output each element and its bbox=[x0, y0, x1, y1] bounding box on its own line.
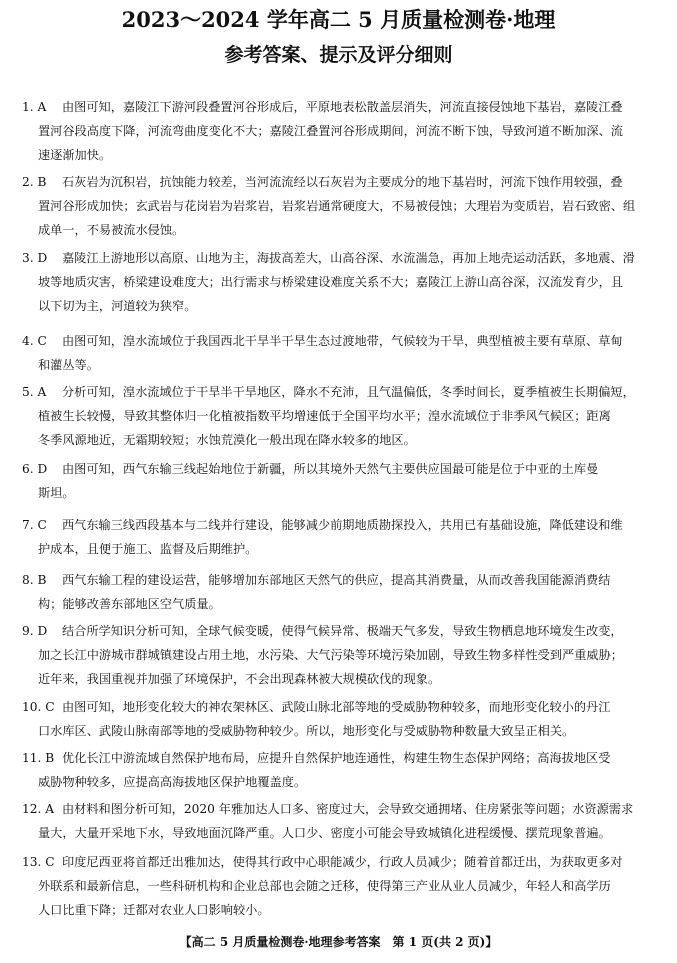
answer-line bbox=[22, 695, 654, 719]
answer-item bbox=[22, 246, 654, 318]
answer-line bbox=[22, 568, 654, 592]
answer-line bbox=[22, 404, 654, 428]
answer-number: 13. C bbox=[22, 855, 55, 869]
answer-text: 护成本，且便于施工、监督及后期维护。 bbox=[38, 542, 258, 556]
answer-text: 冬季风源地近，无霜期较短；水蚀荒漠化一般出现在降水较多的地区。 bbox=[38, 433, 416, 447]
answer-number: 3. D bbox=[22, 251, 48, 265]
answer-line bbox=[22, 592, 654, 616]
answer-line bbox=[22, 457, 654, 481]
answer-line bbox=[22, 797, 654, 821]
answer-text: 分析可知，湟水流域位于干旱半干旱地区，降水不充沛，且气温偏低，冬季时间长，夏季植被生长期偏短， bbox=[62, 385, 635, 399]
answer-item bbox=[22, 329, 654, 377]
answer-line bbox=[22, 95, 654, 119]
answer-number: 12. A bbox=[22, 802, 55, 816]
answer-line bbox=[22, 170, 654, 194]
answer-text: 斯坦。 bbox=[38, 486, 75, 500]
answer-item bbox=[22, 850, 654, 922]
answer-item bbox=[22, 746, 654, 794]
answer-number: 9. D bbox=[22, 624, 48, 638]
answer-text: 威胁物种较多，应提高高海拔地区保护地覆盖度。 bbox=[38, 775, 307, 789]
answer-line bbox=[22, 850, 654, 874]
answer-number: 5. A bbox=[22, 385, 47, 399]
answer-line bbox=[22, 874, 654, 898]
answer-text: 置河谷段高度下降，河流弯曲度变化不大；嘉陵江叠置河谷形成期间，河流不断下蚀，导致河道不断加深、流 bbox=[38, 124, 623, 138]
answer-text: 由图可知，嘉陵江下游河段叠置河谷形成后，平原地表松散盖层消失，河流直接侵蚀地下基岩，嘉陵江叠 bbox=[62, 100, 623, 114]
answer-text: 近年来，我国重视并加强了环境保护，不会出现森林被大规模砍伐的现象。 bbox=[38, 672, 441, 686]
answer-line bbox=[22, 246, 654, 270]
answer-line bbox=[22, 119, 654, 143]
answer-line bbox=[22, 270, 654, 294]
answer-item bbox=[22, 380, 654, 452]
page-footer: 【高二 5 月质量检测卷·地理参考答案 第 1 页(共 2 页)】 bbox=[179, 935, 498, 949]
answer-line bbox=[22, 380, 654, 404]
answer-line bbox=[22, 143, 654, 167]
answer-line bbox=[22, 898, 654, 922]
answer-item bbox=[22, 797, 654, 845]
answer-text: 由图可知，西气东输三线起始地位于新疆，所以其境外天然气主要供应国最可能是位于中亚的土库曼 bbox=[62, 462, 599, 476]
answer-text: 加之长江中游城市群城镇建设占用土地，水污染、大气污染等环境污染加剧，导致生物多样性受到严重威胁； bbox=[38, 648, 623, 662]
answer-number: 7. C bbox=[22, 518, 47, 532]
answer-text: 结合所学知识分析可知，全球气候变暖，使得气候异常、极端天气多发，导致生物栖息地环境发生改变， bbox=[62, 624, 623, 638]
answer-text: 西气东输工程的建设运营，能够增加东部地区天然气的供应，提高其消费量，从而改善我国能源消费结 bbox=[62, 573, 611, 587]
answer-number: 1. A bbox=[22, 100, 47, 114]
answer-item bbox=[22, 619, 654, 691]
answer-text: 速逐渐加快。 bbox=[38, 148, 112, 162]
answer-text: 坡等地质灾害，桥梁建设难度大；出行需求与桥梁建设难度关系不大；嘉陵江上游山高谷深，汉流发育少，且 bbox=[38, 275, 623, 289]
answer-text: 人口比重下降；迁都对农业人口影响较小。 bbox=[38, 903, 270, 917]
page-subtitle: 参考答案、提示及评分细则 bbox=[224, 44, 453, 66]
answer-text: 植被生长较慢，导致其整体归一化植被指数平均增速低于全国平均水平；湟水流域位于非季风气候区；距离 bbox=[38, 409, 611, 423]
answer-text: 以下切为主，河道较为狭窄。 bbox=[38, 299, 197, 313]
answer-text: 外联系和最新信息，一些科研机构和企业总部也会随之迁移，使得第三产业从业人员减少，年轻人和高学历 bbox=[38, 879, 611, 893]
answer-line bbox=[22, 537, 654, 561]
answer-text: 由材料和图分析可知，2020 年雅加达人口多、密度过大，会导致交通拥堵、住房紧张等问题；水资源需求 bbox=[62, 802, 634, 816]
answer-line bbox=[22, 667, 654, 691]
answer-number: 2. B bbox=[22, 175, 47, 189]
answer-line bbox=[22, 513, 654, 537]
answer-text: 成单一，不易被流水侵蚀。 bbox=[38, 223, 185, 237]
answer-text: 由图可知，湟水流域位于我国西北干旱半干旱生态过渡地带，气候较为干旱，典型植被主要有草原、草甸 bbox=[62, 334, 623, 348]
answer-line bbox=[22, 481, 654, 505]
answer-text: 和灌丛等。 bbox=[38, 358, 99, 372]
answer-line bbox=[22, 294, 654, 318]
answer-number: 6. D bbox=[22, 462, 48, 476]
answer-text: 口水库区、武陵山脉南部等地的受威胁物种较少。所以，地形变化与受威胁物种数量大致呈正相关。 bbox=[38, 724, 575, 738]
answer-line bbox=[22, 746, 654, 770]
answer-item bbox=[22, 513, 654, 561]
answer-text: 优化长江中游流域自然保护地布局，应提升自然保护地连通性，构建生物生态保护网络；高海拔地区受 bbox=[62, 751, 611, 765]
answer-line bbox=[22, 353, 654, 377]
answer-text: 嘉陵江上游地形以高原、山地为主，海拔高差大，山高谷深、水流湍急，再加上地壳运动活跃，多地震、滑 bbox=[62, 251, 635, 265]
answer-number: 10. C bbox=[22, 700, 55, 714]
answer-text: 构；能够改善东部地区空气质量。 bbox=[38, 597, 221, 611]
answer-line bbox=[22, 770, 654, 794]
answer-line bbox=[22, 643, 654, 667]
answer-item bbox=[22, 695, 654, 743]
answer-item bbox=[22, 170, 654, 242]
answer-text: 印度尼西亚将首都迁出雅加达，使得其行政中心职能减少，行政人员减少；随着首都迁出，为获取更多对 bbox=[62, 855, 623, 869]
answer-line bbox=[22, 719, 654, 743]
answer-number: 4. C bbox=[22, 334, 47, 348]
answer-text: 石灰岩为沉积岩，抗蚀能力较差，当河流流经以石灰岩为主要成分的地下基岩时，河流下蚀作用较强，叠 bbox=[62, 175, 623, 189]
answer-item bbox=[22, 95, 654, 167]
answer-line bbox=[22, 218, 654, 242]
answer-number: 8. B bbox=[22, 573, 47, 587]
answer-item bbox=[22, 457, 654, 505]
answer-text: 置河谷形成加快；玄武岩与花岗岩为岩浆岩，岩浆岩通常硬度大，不易被侵蚀；大理岩为变质岩，岩石致密、组 bbox=[38, 199, 636, 213]
answer-line bbox=[22, 329, 654, 353]
answer-number: 11. B bbox=[22, 751, 55, 765]
answer-line bbox=[22, 619, 654, 643]
answer-line bbox=[22, 194, 654, 218]
answer-line bbox=[22, 428, 654, 452]
answer-item bbox=[22, 568, 654, 616]
answer-text: 由图可知，地形变化较大的神农架林区、武陵山脉北部等地的受威胁物种较多，而地形变化较小的丹江 bbox=[62, 700, 611, 714]
answer-text: 量大，大量开采地下水，导致地面沉降严重。人口少、密度小可能会导致城镇化进程缓慢、摆荒现象普遍。 bbox=[38, 826, 611, 840]
answer-text: 西气东输三线西段基本与二线并行建设，能够减少前期地质勘探投入，共用已有基础设施，降低建设和维 bbox=[62, 518, 623, 532]
answer-line bbox=[22, 821, 654, 845]
page-title: 2023～2024 学年高二 5 月质量检测卷·地理 bbox=[121, 7, 556, 32]
